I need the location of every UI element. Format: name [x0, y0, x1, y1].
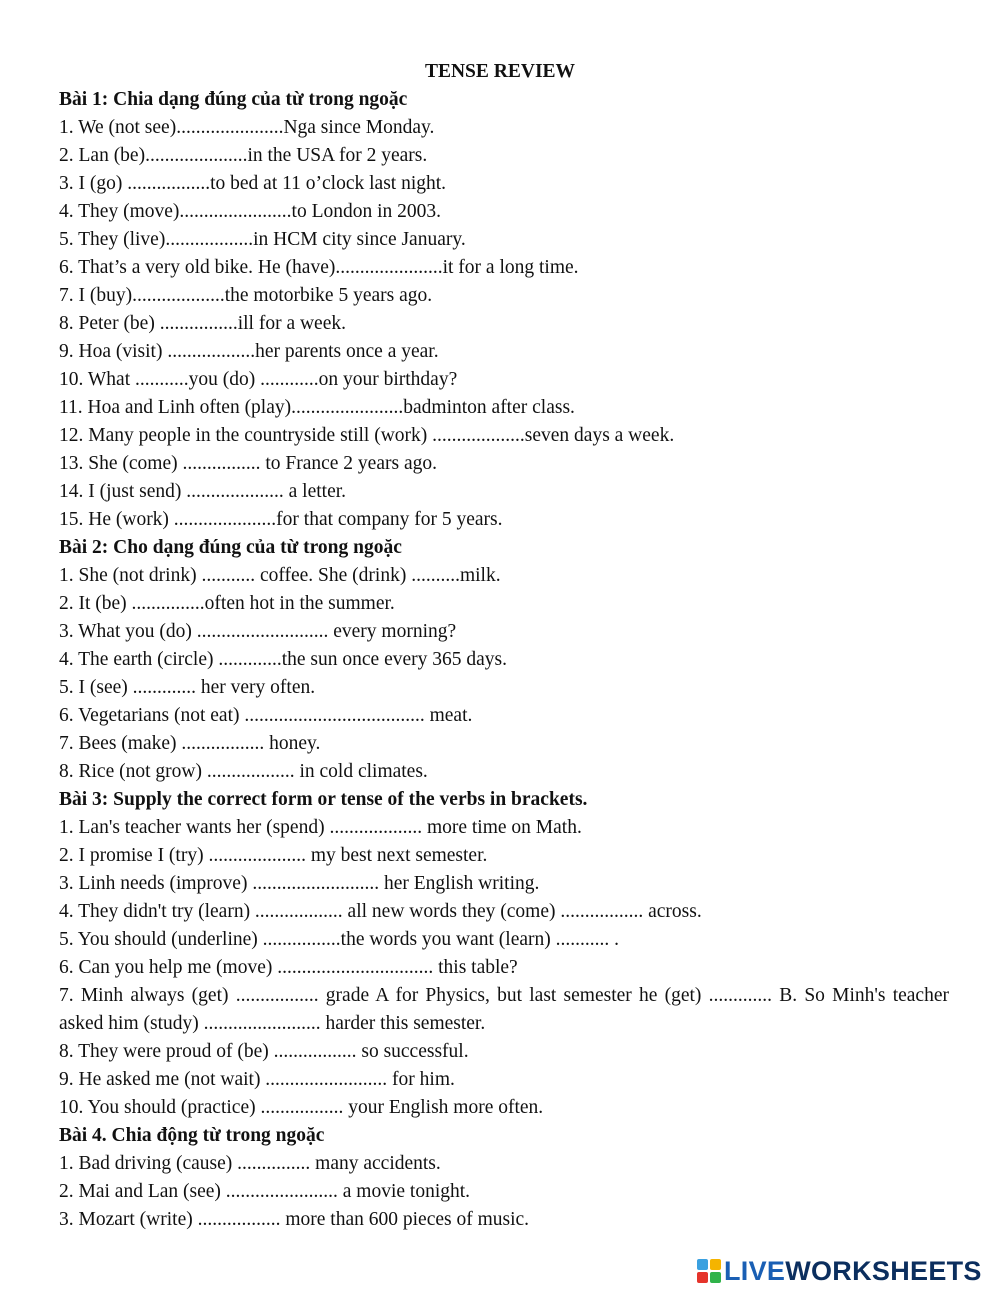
section-heading-4: Bài 4. Chia động từ trong ngoặc [59, 1125, 325, 1146]
exercise-item: 9. He asked me (not wait) ......................... for him. [59, 1069, 455, 1090]
exercise-item: 14. I (just send) .................... a letter. [59, 481, 347, 502]
exercise-item: 2. It (be) ...............often hot in the summer. [59, 593, 395, 614]
logo-block [697, 1272, 708, 1283]
logo-text-worksheets: WORKSHEETS [785, 1256, 982, 1286]
exercise-item: 10. You should (practice) ................. your English more often. [59, 1097, 544, 1118]
exercise-item: 15. He (work) .....................for that company for 5 years. [59, 509, 503, 530]
exercise-item: 9. Hoa (visit) ..................her parents once a year. [59, 341, 439, 362]
exercise-item: 5. They (live)..................in HCM city since January. [59, 229, 466, 250]
exercise-item: 5. You should (underline) ................the words you want (learn) ........... . [59, 929, 620, 950]
logo-text [724, 1255, 982, 1287]
exercise-item: 8. Rice (not grow) .................. in cold climates. [59, 761, 428, 782]
logo-block [710, 1259, 721, 1270]
exercise-item: 4. The earth (circle) .............the sun once every 365 days. [59, 649, 507, 670]
exercise-item: 10. What ...........you (do) ............on your birthday? [59, 369, 458, 390]
exercise-item: 6. Can you help me (move) ................................ this table? [59, 957, 518, 978]
exercise-item: 8. Peter (be) ................ill for a week. [59, 313, 346, 334]
logo-text-live: LIVE [724, 1256, 786, 1286]
section-heading-2: Bài 2: Cho dạng đúng của từ trong ngoặc [59, 537, 402, 558]
exercise-item: 1. We (not see)......................Nga since Monday. [59, 117, 435, 138]
exercise-item: 2. I promise I (try) .................... my best next semester. [59, 845, 488, 866]
logo-block [710, 1272, 721, 1283]
exercise-item: 1. She (not drink) ........... coffee. She (drink) ..........milk. [59, 565, 501, 586]
exercise-item: 2. Mai and Lan (see) ....................... a movie tonight. [59, 1181, 471, 1202]
exercise-item: 13. She (come) ................ to France 2 years ago. [59, 453, 437, 474]
exercise-item: 8. They were proud of (be) ................. so successful. [59, 1041, 469, 1062]
exercise-item: 6. That’s a very old bike. He (have)......................it for a long time. [59, 257, 579, 278]
page-title: TENSE REVIEW [424, 61, 576, 82]
exercise-item: 6. Vegetarians (not eat) ..................................... meat. [59, 705, 473, 726]
exercise-item: 12. Many people in the countryside still (work) ...................seven days a week. [59, 425, 675, 446]
exercise-item: 3. I (go) .................to bed at 11 o’clock last night. [59, 173, 447, 194]
exercise-item: 4. They didn't try (learn) .................. all new words they (come) ................. across. [59, 901, 702, 922]
exercise-item: 1. Bad driving (cause) ............... many accidents. [59, 1153, 441, 1174]
exercise-item: 4. They (move).......................to London in 2003. [59, 201, 442, 222]
exercise-item: 2. Lan (be).....................in the USA for 2 years. [59, 145, 428, 166]
exercise-item: 3. Linh needs (improve) .......................... her English writing. [59, 873, 540, 894]
exercise-item: 7. Minh always (get) ................. grade A for Physics, but last semester he (get) ............. B. So Minh's teacher asked him (study) ........................ harder this semester. [59, 985, 949, 1034]
exercise-item: 3. What you (do) ........................... every morning? [59, 621, 457, 642]
section-heading-3: Bài 3: Supply the correct form or tense of the verbs in brackets. [59, 789, 588, 810]
logo-blocks-icon [697, 1259, 721, 1283]
exercise-item: 7. I (buy)...................the motorbike 5 years ago. [59, 285, 433, 306]
section-heading-1: Bài 1: Chia dạng đúng của từ trong ngoặc [59, 89, 408, 110]
worksheet [59, 58, 949, 1234]
logo-block [697, 1259, 708, 1270]
exercise-item: 11. Hoa and Linh often (play).......................badminton after class. [59, 397, 575, 418]
liveworksheets-logo [697, 1255, 982, 1287]
exercise-item: 3. Mozart (write) ................. more than 600 pieces of music. [59, 1209, 530, 1230]
exercise-item: 1. Lan's teacher wants her (spend) ................... more time on Math. [59, 817, 582, 838]
exercise-item: 7. Bees (make) ................. honey. [59, 733, 321, 754]
exercise-item: 5. I (see) ............. her very often. [59, 677, 316, 698]
